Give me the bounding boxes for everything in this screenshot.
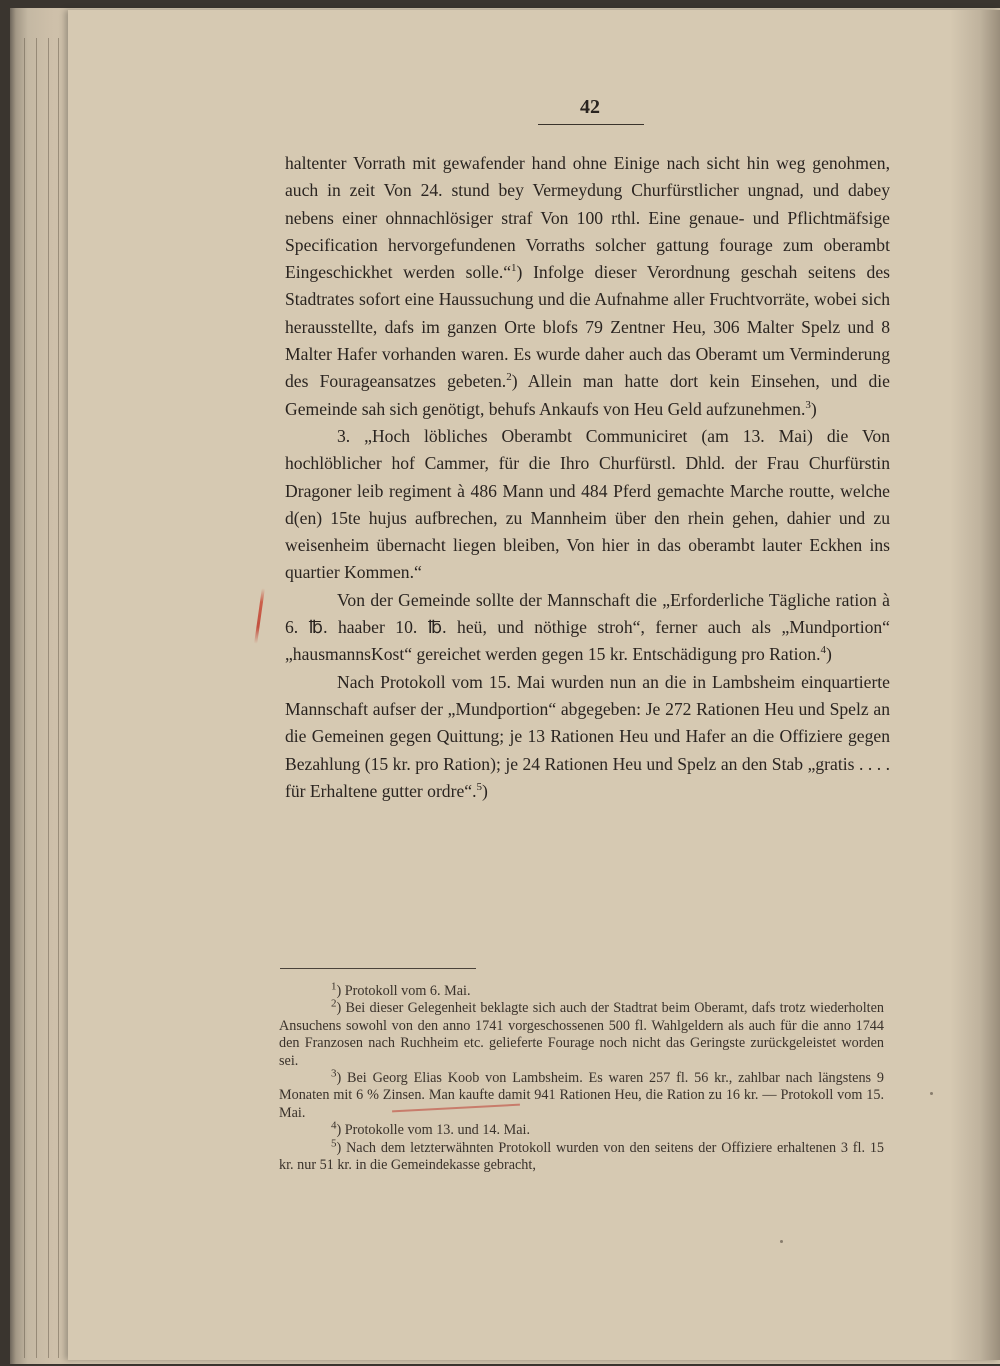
page-stack-line: [36, 38, 37, 1358]
main-text: [285, 150, 890, 805]
footnote: $^4$) Protokolle vom 13. und 14. Mai.: [331, 1119, 531, 1139]
paragraph: Nach Protokoll vom 15. Mai wurden nun an die in Lambsheim einquartierte Mannschaft aufser der „Mundportion“ abgegeben: Je 272 Rationen Heu und Spelz an die Gemeinen gegen Quittung; je 13 Rationen Heu und Hafer an die Offiziere gegen Bezahlung (15 kr. pro Ration); je 24 Rationen Heu und Spelz an den Stab „gratis . . . . für Erhaltene gutter ordre“.$^5$): [285, 671, 890, 801]
footnotes: [279, 980, 885, 1174]
paragraph: Von der Gemeinde sollte der Mannschaft die „Erforderliche Tägliche ration à 6. ℔. haaber 10. ℔. heü, und nöthige stroh“, ferner auch als „Mundportion“ „hausmannsKost“ gereichet werden gegen 15 kr. Entschädigung pro Ration.$^4$): [285, 589, 890, 665]
footnote-ref: 1: [511, 262, 517, 275]
footnote: $^2$) Bei dieser Gelegenheit beklagte sich auch der Stadtrat beim Oberamt, dafs trotz wiederholten Ansuchens sowohl von den anno 1741 vorgeschossenen 500 fl. Wahlgeldern als auch für die anno 1744 den Franzosen nach Ruchheim etc. gelieferte Fourage noch nicht das Geringste zurückgeleistet worden sei.: [279, 997, 884, 1069]
paper-speck: [780, 1240, 783, 1243]
page-stack-line: [58, 38, 59, 1358]
footnote: $^3$) Bei Georg Elias Koob von Lambsheim. Es waren 257 fl. 56 kr., zahlbar nach längstens 9 Monaten mit 6 % Zinsen. Man kaufte damit 941 Rationen Heu, die Ration zu 16 kr. — Protokoll vom 15. Mai.: [279, 1067, 884, 1121]
footnote-ref: 5: [476, 780, 482, 793]
footnote-ref: 3: [805, 398, 811, 411]
header-rule: [538, 124, 644, 125]
page-stack-line: [24, 38, 25, 1358]
footnote-ref: 4: [820, 644, 826, 657]
paper-speck: [930, 1092, 933, 1095]
page-stack-line: [48, 38, 49, 1358]
paragraph: haltenter Vorrath mit gewafender hand ohne Einige nach sicht hin weg genohmen, auch in zeit Von 24. stund bey Vermeydung Churfürstlicher ungnad, und dabey nebens einer ohnnachlösiger straf Von 100 rthl. Eine genaue- und Pflichtmäfsige Specification hervorgefundenen Vorraths solcher gattung fourage zum oberambt Eingeschickhet werden solle.“$^1$) Infolge dieser Verordnung geschah seitens des Stadtrates sofort eine Haussuchung und die Aufnahme aller Fruchtvorräte, wobei sich herausstellte, dafs im ganzen Orte blofs 79 Zentner Heu, 306 Malter Spelz und 8 Malter Hafer vorhanden waren. Es wurde daher auch das Oberamt um Verminderung des Fourageansatzes gebeten.$^2$) Allein man hatte dort kein Einsehen, und die Gemeinde sah sich genötigt, behufs Ankaufs von Heu Geld aufzunehmen.$^3$): [285, 153, 890, 419]
paragraph: 3. „Hoch löbliches Oberambt Communiciret (am 13. Mai) die Von hochlöblicher hof Cammer, für die Ihro Churfürstl. Dhld. der Frau Churfürstin Dragoner leib regiment à 486 Mann und 484 Pferd gemachte Marche routte, welche d(en) 15te hujus aufbrechen, zu Mannheim über den rhein gehen, dahier und zu weisenheim übernacht liegen bleiben, Von hier in das oberambt lauter Eckhen ins quartier Kommen.“: [285, 425, 890, 583]
footnote-separator: [280, 968, 476, 969]
footnote: $^1$) Protokoll vom 6. Mai.: [331, 980, 471, 999]
footnote: $^5$) Nach dem letzterwähnten Protokoll wurden von den seitens der Offiziere erhaltenen 3 fl. 15 kr. nur 51 kr. in die Gemeindekasse gebracht,: [279, 1136, 885, 1174]
page-number: 42: [580, 96, 600, 118]
footnote-ref: 2: [506, 371, 512, 384]
